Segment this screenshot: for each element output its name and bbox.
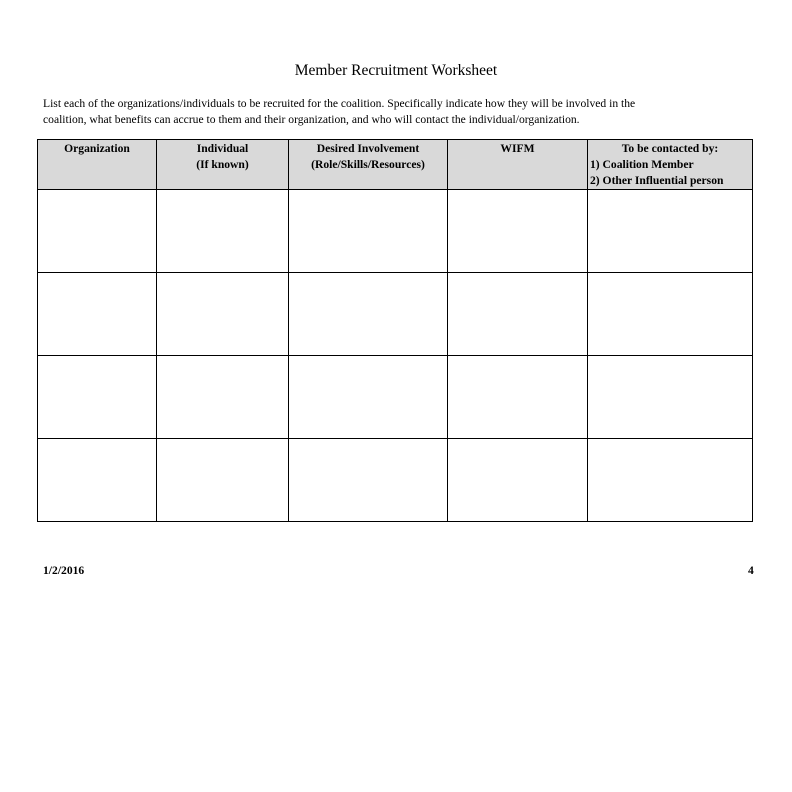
header-organization — [38, 140, 157, 190]
cell-wifm[interactable] — [448, 190, 588, 273]
page-title: Member Recruitment Worksheet — [294, 62, 498, 79]
header-to-be-contacted — [588, 140, 753, 190]
header-contact-label: To be contacted by: — [621, 142, 719, 155]
cell-contact[interactable] — [588, 273, 753, 356]
cell-individual[interactable] — [157, 356, 289, 439]
header-wifm-label: WIFM — [500, 142, 535, 155]
cell-organization[interactable] — [38, 273, 157, 356]
table-row — [38, 273, 753, 356]
cell-wifm[interactable] — [448, 356, 588, 439]
cell-contact[interactable] — [588, 439, 753, 522]
header-contact-option-1: 1) Coalition Member — [590, 158, 694, 171]
instructions — [43, 96, 743, 128]
cell-contact[interactable] — [588, 190, 753, 273]
cell-involvement[interactable] — [289, 273, 448, 356]
instructions-line-1: List each of the organizations/individuals to be recruited for the coalition. Specifically indicate how they will be involved in the — [43, 97, 636, 110]
recruitment-table — [37, 139, 753, 522]
cell-individual[interactable] — [157, 273, 289, 356]
cell-organization[interactable] — [38, 439, 157, 522]
header-desired-involvement — [289, 140, 448, 190]
cell-individual[interactable] — [157, 190, 289, 273]
header-individual — [157, 140, 289, 190]
header-wifm — [448, 140, 588, 190]
page-number: 4 — [748, 564, 754, 577]
footer-date: 1/2/2016 — [43, 564, 85, 577]
cell-organization[interactable] — [38, 356, 157, 439]
cell-wifm[interactable] — [448, 273, 588, 356]
header-individual-sublabel: (If known) — [196, 158, 249, 171]
cell-involvement[interactable] — [289, 439, 448, 522]
header-organization-label: Organization — [64, 142, 130, 155]
cell-involvement[interactable] — [289, 356, 448, 439]
cell-involvement[interactable] — [289, 190, 448, 273]
cell-organization[interactable] — [38, 190, 157, 273]
cell-wifm[interactable] — [448, 439, 588, 522]
table-row — [38, 356, 753, 439]
header-individual-label: Individual — [196, 142, 249, 155]
table-row — [38, 190, 753, 273]
header-involvement-sublabel: (Role/Skills/Resources) — [311, 158, 425, 171]
header-contact-option-2: 2) Other Influential person — [590, 174, 724, 187]
table-header-row — [38, 140, 753, 190]
instructions-line-2: coalition, what benefits can accrue to them and their organization, and who will contact the individual/organization. — [43, 113, 580, 126]
cell-contact[interactable] — [588, 356, 753, 439]
cell-individual[interactable] — [157, 439, 289, 522]
table-row — [38, 439, 753, 522]
header-involvement-label: Desired Involvement — [316, 142, 420, 155]
